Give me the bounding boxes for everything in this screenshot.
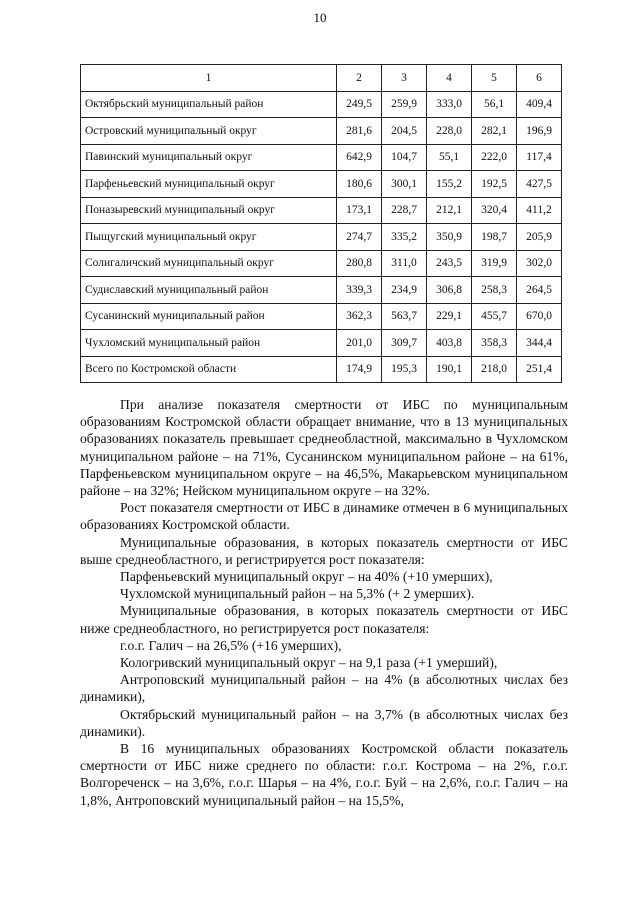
table-row <box>81 197 562 224</box>
value-cell: 670,0 <box>517 303 562 330</box>
value-cell: 155,2 <box>427 171 472 198</box>
paragraph: Рост показателя смертности от ИБС в динамике отмечен в 6 муниципальных образованиях Костромской области. <box>80 500 568 533</box>
value-cell: 411,2 <box>517 197 562 224</box>
list-item: Кологривский муниципальный округ – на 9,1 раза (+1 умерший), <box>120 655 498 671</box>
value-cell: 427,5 <box>517 171 562 198</box>
district-name-cell: Чухломский муниципальный район <box>81 330 337 357</box>
value-cell: 228,0 <box>427 118 472 145</box>
value-cell: 258,3 <box>472 277 517 304</box>
table-header-cell: 4 <box>427 65 472 92</box>
district-name-cell: Сусанинский муниципальный район <box>81 303 337 330</box>
page-number: 10 <box>313 10 327 25</box>
value-cell: 280,8 <box>337 250 382 277</box>
value-cell: 192,5 <box>472 171 517 198</box>
table-row <box>81 356 562 383</box>
paragraph: При анализе показателя смертности от ИБС по муниципальным образованиям Костромской области обращает внимание, что в 13 муниципальных образованиях показатель превышает среднеобластной, максимально в Чухломском муниципальном районе – на 71%, Сусанинском муниципальном районе – на 61%, Парфеньевском муниципальном округе – на 46,5%, Макарьевском муниципальном районе – на 32%; Нейском муниципальном округе – на 32%. <box>80 397 568 499</box>
value-cell: 195,3 <box>382 356 427 383</box>
value-cell: 218,0 <box>472 356 517 383</box>
value-cell: 228,7 <box>382 197 427 224</box>
value-cell: 333,0 <box>427 91 472 118</box>
table-header-row <box>81 65 562 92</box>
value-cell: 201,0 <box>337 330 382 357</box>
list-item: Парфеньевский муниципальный округ – на 40% (+10 умерших), <box>120 569 493 585</box>
table-row <box>81 118 562 145</box>
body-text <box>80 396 568 809</box>
list-item: Антроповский муниципальный район – на 4% (в абсолютных числах без динамики), <box>80 672 568 705</box>
district-name-cell: Пыщугский муниципальный округ <box>81 224 337 251</box>
value-cell: 563,7 <box>382 303 427 330</box>
value-cell: 205,9 <box>517 224 562 251</box>
paragraph: Муниципальные образования, в которых показатель смертности от ИБС выше среднеобластного, и регистрируется рост показателя: <box>80 534 568 567</box>
value-cell: 409,4 <box>517 91 562 118</box>
value-cell: 222,0 <box>472 144 517 171</box>
district-name-cell: Судиславский муниципальный район <box>81 277 337 304</box>
value-cell: 212,1 <box>427 197 472 224</box>
value-cell: 259,9 <box>382 91 427 118</box>
mortality-table <box>80 64 562 383</box>
value-cell: 300,1 <box>382 171 427 198</box>
value-cell: 198,7 <box>472 224 517 251</box>
value-cell: 362,3 <box>337 303 382 330</box>
value-cell: 350,9 <box>427 224 472 251</box>
value-cell: 311,0 <box>382 250 427 277</box>
value-cell: 264,5 <box>517 277 562 304</box>
district-name-cell: Островский муниципальный округ <box>81 118 337 145</box>
list-item: г.о.г. Галич – на 26,5% (+16 умерших), <box>120 637 342 653</box>
value-cell: 174,9 <box>337 356 382 383</box>
value-cell: 55,1 <box>427 144 472 171</box>
value-cell: 249,5 <box>337 91 382 118</box>
value-cell: 358,3 <box>472 330 517 357</box>
table-row <box>81 144 562 171</box>
district-name-cell: Поназыревский муниципальный округ <box>81 197 337 224</box>
value-cell: 234,9 <box>382 277 427 304</box>
value-cell: 243,5 <box>427 250 472 277</box>
value-cell: 455,7 <box>472 303 517 330</box>
value-cell: 251,4 <box>517 356 562 383</box>
value-cell: 274,7 <box>337 224 382 251</box>
table-header-cell: 3 <box>382 65 427 92</box>
table-header-cell: 1 <box>81 65 337 92</box>
value-cell: 282,1 <box>472 118 517 145</box>
value-cell: 281,6 <box>337 118 382 145</box>
value-cell: 309,7 <box>382 330 427 357</box>
table-row <box>81 171 562 198</box>
list-item: Чухломской муниципальный район – на 5,3% (+ 2 умерших). <box>120 586 475 602</box>
table-header-cell: 2 <box>337 65 382 92</box>
value-cell: 196,9 <box>517 118 562 145</box>
value-cell: 344,4 <box>517 330 562 357</box>
value-cell: 306,8 <box>427 277 472 304</box>
table-row <box>81 224 562 251</box>
value-cell: 642,9 <box>337 144 382 171</box>
table-header-cell: 5 <box>472 65 517 92</box>
value-cell: 173,1 <box>337 197 382 224</box>
table-header-cell: 6 <box>517 65 562 92</box>
value-cell: 319,9 <box>472 250 517 277</box>
district-name-cell: Парфеньевский муниципальный округ <box>81 171 337 198</box>
value-cell: 320,4 <box>472 197 517 224</box>
paragraph: В 16 муниципальных образованиях Костромской области показатель смертности от ИБС ниже среднего по области: г.о.г. Кострома – на 2%, г.о.г. Волгореченск – на 3,6%, г.о.г. Шарья – на 4%, г.о.г. Буй – на 2,6%, г.о.г. Галич – на 1,8%, Антроповский муниципальный район – на 15,5%, <box>80 741 568 808</box>
value-cell: 56,1 <box>472 91 517 118</box>
value-cell: 104,7 <box>382 144 427 171</box>
table-row <box>81 330 562 357</box>
table-row <box>81 277 562 304</box>
district-name-cell: Солигаличский муниципальный округ <box>81 250 337 277</box>
district-name-cell: Павинский муниципальный округ <box>81 144 337 171</box>
table-row <box>81 250 562 277</box>
paragraph: Муниципальные образования, в которых показатель смертности от ИБС ниже среднеобластного, но регистрируется рост показателя: <box>80 603 568 636</box>
value-cell: 117,4 <box>517 144 562 171</box>
value-cell: 229,1 <box>427 303 472 330</box>
value-cell: 403,8 <box>427 330 472 357</box>
district-name-cell: Всего по Костромской области <box>81 356 337 383</box>
value-cell: 204,5 <box>382 118 427 145</box>
value-cell: 335,2 <box>382 224 427 251</box>
district-name-cell: Октябрьский муниципальный район <box>81 91 337 118</box>
value-cell: 180,6 <box>337 171 382 198</box>
value-cell: 190,1 <box>427 356 472 383</box>
value-cell: 302,0 <box>517 250 562 277</box>
table-row <box>81 91 562 118</box>
list-item: Октябрьский муниципальный район – на 3,7% (в абсолютных числах без динамики). <box>80 706 568 739</box>
value-cell: 339,3 <box>337 277 382 304</box>
table-row <box>81 303 562 330</box>
table-body <box>81 91 562 383</box>
